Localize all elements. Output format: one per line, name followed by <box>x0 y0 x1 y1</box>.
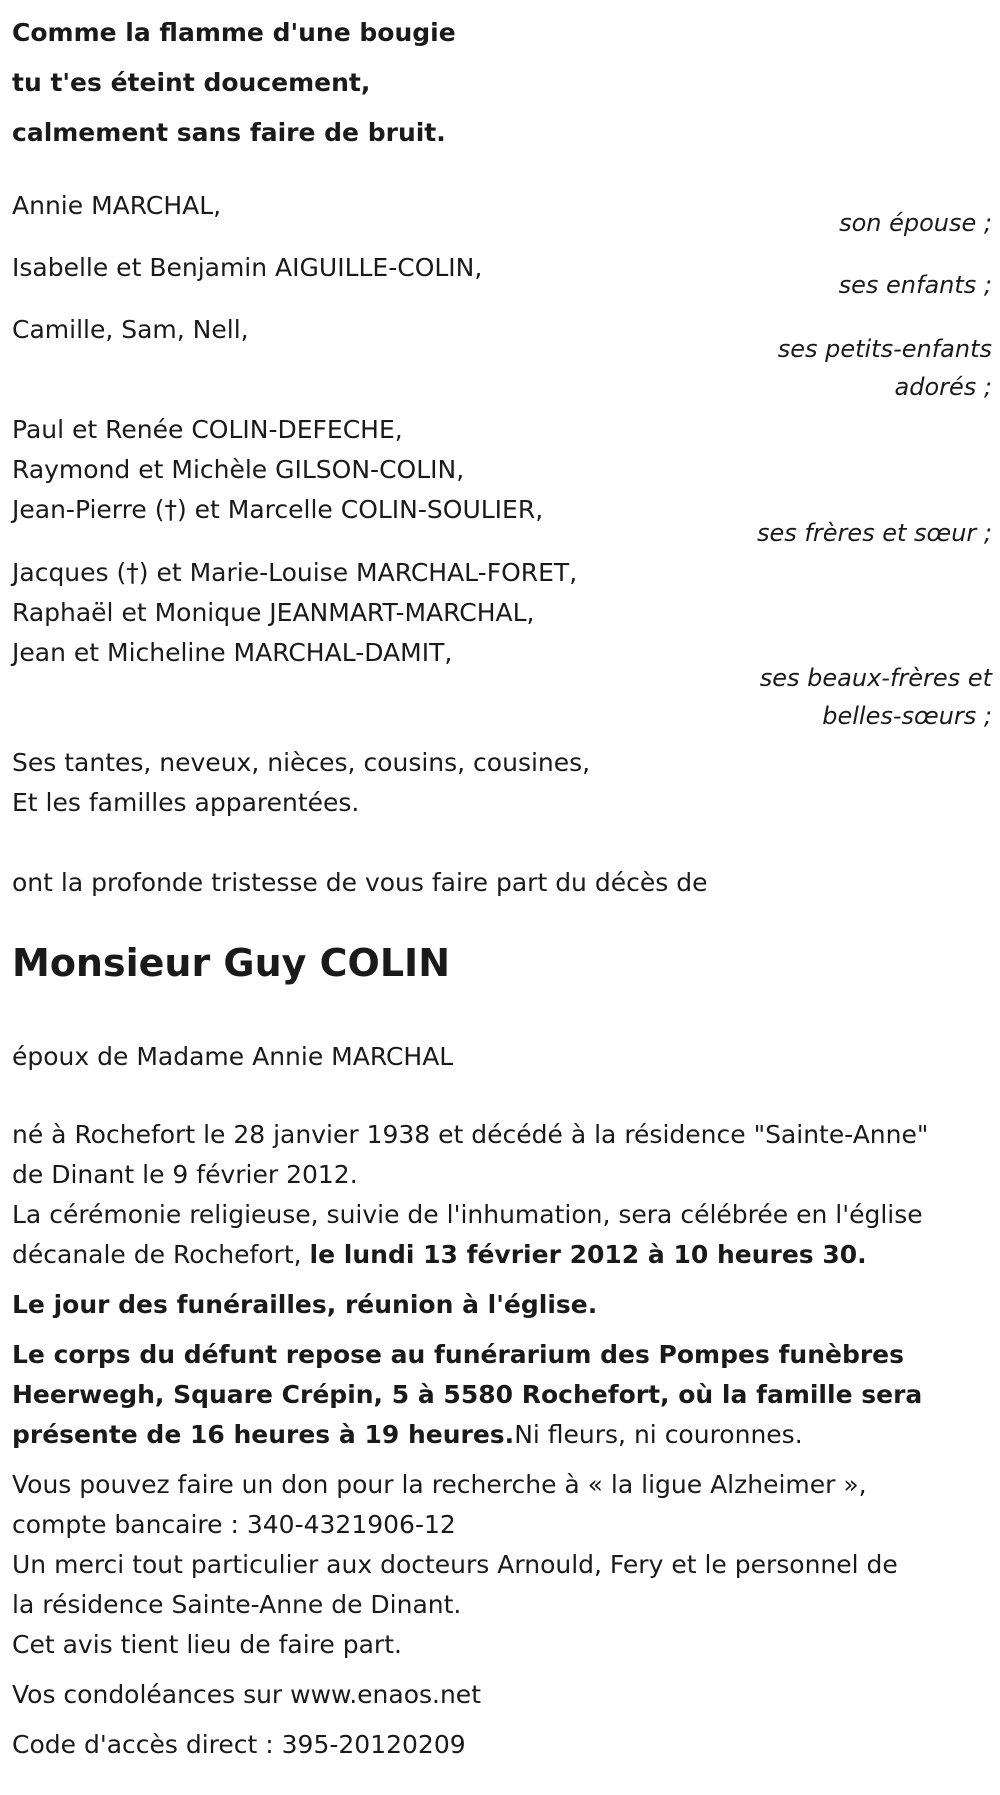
family-group-children <box>12 248 994 304</box>
opening-poem <box>12 8 456 158</box>
family-relation: ses beaux-frères et <box>759 664 992 692</box>
family-names: Raphaël et Monique JEANMART-MARCHAL, <box>12 598 535 627</box>
birth-death-line: de Dinant le 9 février 2012. <box>12 1160 358 1189</box>
ceremony-datetime: le lundi 13 février 2012 à 10 heures 30. <box>309 1240 867 1269</box>
thanks-line: Un merci tout particulier aux docteurs Arnould, Fery et le personnel de <box>12 1550 898 1579</box>
notice: Cet avis tient lieu de faire part. <box>12 1630 402 1659</box>
thanks <box>12 1545 994 1625</box>
donation-line: Vous pouvez faire un don pour la recherche à « la ligue Alzheimer », <box>12 1470 867 1499</box>
extended-family-line: Ses tantes, neveux, nièces, cousins, cousines, <box>12 748 591 777</box>
extended-family <box>12 743 994 823</box>
family-relation: belles-sœurs ; <box>822 702 992 730</box>
family-relation: ses frères et sœur ; <box>756 519 992 547</box>
family-names: Jacques (†) et Marie-Louise MARCHAL-FORET, <box>12 558 578 587</box>
funerarium-line: Heerwegh, Square Crépin, 5 à 5580 Rochefort, où la famille sera <box>12 1380 923 1409</box>
meeting: Le jour des funérailles, réunion à l'église. <box>12 1290 598 1319</box>
family-group-in-laws <box>12 553 994 735</box>
thanks-line: la résidence Sainte-Anne de Dinant. <box>12 1590 462 1619</box>
family-names: Raymond et Michèle GILSON-COLIN, <box>12 455 465 484</box>
family-names: Isabelle et Benjamin AIGUILLE-COLIN, <box>12 253 483 282</box>
donation-line: compte bancaire : 340-4321906-12 <box>12 1510 456 1539</box>
donation <box>12 1465 994 1545</box>
ceremony-line: décanale de Rochefort, le lundi 13 février 2012 à 10 heures 30. <box>12 1240 867 1269</box>
poem-line: tu t'es éteint doucement, <box>12 68 371 97</box>
spouse-line: époux de Madame Annie MARCHAL <box>12 1042 454 1071</box>
funerarium <box>12 1335 994 1455</box>
funerarium-line: Le corps du défunt repose au funérarium des Pompes funèbres <box>12 1340 905 1369</box>
access-code: Code d'accès direct : 395-20120209 <box>12 1730 466 1759</box>
family-names: Camille, Sam, Nell, <box>12 315 249 344</box>
funerarium-line: présente de 16 heures à 19 heures.Ni fleurs, ni couronnes. <box>12 1420 803 1449</box>
family-relation: son épouse ; <box>839 209 992 237</box>
poem-line: Comme la flamme d'une bougie <box>12 18 456 47</box>
announcement: ont la profonde tristesse de vous faire part du décès de <box>12 868 708 897</box>
birth-death <box>12 1115 994 1195</box>
condolences: Vos condoléances sur www.enaos.net <box>12 1680 481 1709</box>
birth-death-line: né à Rochefort le 28 janvier 1938 et décédé à la résidence "Sainte-Anne" <box>12 1120 929 1149</box>
no-flowers: Ni fleurs, ni couronnes. <box>514 1420 803 1449</box>
family-names: Jean et Micheline MARCHAL-DAMIT, <box>12 638 453 667</box>
family-group-spouse <box>12 186 994 242</box>
family-relation: ses enfants ; <box>838 271 992 299</box>
family-relation: adorés ; <box>894 373 992 401</box>
deceased-name: Monsieur Guy COLIN <box>12 941 451 985</box>
family-group-siblings <box>12 410 994 552</box>
family-names: Annie MARCHAL, <box>12 191 222 220</box>
ceremony-line: La cérémonie religieuse, suivie de l'inhumation, sera célébrée en l'église <box>12 1200 923 1229</box>
family-names: Paul et Renée COLIN-DEFECHE, <box>12 415 403 444</box>
family-group-grandchildren <box>12 310 994 406</box>
extended-family-line: Et les familles apparentées. <box>12 788 360 817</box>
family-relation: ses petits-enfants <box>777 335 992 363</box>
poem-line: calmement sans faire de bruit. <box>12 118 446 147</box>
ceremony <box>12 1195 994 1275</box>
family-names: Jean-Pierre (†) et Marcelle COLIN-SOULIER, <box>12 495 544 524</box>
